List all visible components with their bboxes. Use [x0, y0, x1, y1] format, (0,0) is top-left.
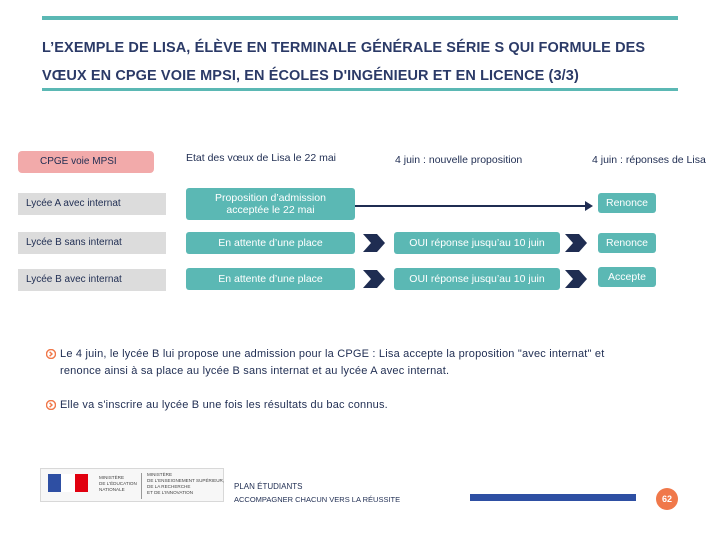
page-title	[42, 34, 682, 90]
logo-left-text-2: DE L'ÉDUCATION	[99, 481, 137, 486]
logo-right-text-2: DE L'ENSEIGNEMENT SUPÉRIEUR,	[147, 478, 225, 483]
bullet-arrow-icon	[46, 349, 56, 359]
bullet-1-line-1: Le 4 juin, le lycée B lui propose une admission pour la CPGE : Lisa accepte la proposition "avec internat" et	[60, 348, 605, 360]
chevron-right-icon	[565, 270, 587, 288]
chevron-right-icon	[565, 234, 587, 252]
top-rule	[42, 16, 678, 20]
state-lycee-a: Proposition d’admission acceptée le 22 mai	[186, 188, 355, 220]
logo-divider	[141, 473, 142, 499]
arrow-line	[355, 205, 587, 207]
chevron-right-icon	[363, 234, 385, 252]
category-label: CPGE voie MPSI	[18, 151, 154, 173]
header-state: Etat des vœux de Lisa le 22 mai	[186, 152, 336, 164]
answer-lycee-b-sans-internat: Renonce	[598, 233, 656, 253]
row-label-lycee-b-avec-internat: Lycée B avec internat	[18, 269, 166, 291]
french-flag-icon	[48, 474, 88, 492]
row-label-lycee-a-internat: Lycée A avec internat	[18, 193, 166, 215]
state-lycee-b-sans-internat: En attente d’une place	[186, 232, 355, 254]
footer-plan-etudiants: PLAN ÉTUDIANTS	[234, 482, 303, 491]
bullet-1	[46, 346, 706, 380]
title-rule	[42, 88, 678, 91]
new-proposal-lycee-b-sans-internat: OUI réponse jusqu’au 10 juin	[394, 232, 560, 254]
page-title-line-1: L’EXEMPLE DE LISA, ÉLÈVE EN TERMINALE GÉNÉRALE SÉRIE S QUI FORMULE DES	[42, 40, 646, 56]
ministry-logo	[40, 468, 224, 502]
page-number-badge: 62	[656, 488, 678, 510]
state-lycee-b-avec-internat: En attente d’une place	[186, 268, 355, 290]
answer-lycee-a: Renonce	[598, 193, 656, 213]
logo-left-text-3: NATIONALE	[99, 487, 125, 492]
row-label-lycee-b-sans-internat: Lycée B sans internat	[18, 232, 166, 254]
answer-lycee-b-avec-internat: Accepte	[598, 267, 656, 287]
logo-right-text-4: ET DE L'INNOVATION	[147, 490, 194, 495]
bullet-2-line-1: Elle va s'inscrire au lycée B une fois les résultats du bac connus.	[60, 399, 388, 411]
page-title-line-2: VŒUX EN CPGE VOIE MPSI, EN ÉCOLES D'INGÉNIEUR ET EN LICENCE (3/3)	[42, 68, 579, 84]
bullet-1-line-2: renonce ainsi à sa place au lycée B sans internat et au lycée A avec internat.	[60, 365, 450, 377]
chevron-right-icon	[363, 270, 385, 288]
logo-left-text-1: MINISTÈRE	[99, 475, 125, 480]
footer-tagline: ACCOMPAGNER CHACUN VERS LA RÉUSSITE	[234, 495, 401, 504]
logo-right-text-1: MINISTÈRE	[147, 472, 173, 477]
bullet-2	[46, 397, 706, 414]
bullet-arrow-icon	[46, 400, 56, 410]
logo-right-text-3: DE LA RECHERCHE	[147, 484, 191, 489]
arrow-head-icon	[585, 201, 593, 211]
header-new-proposal: 4 juin : nouvelle proposition	[395, 154, 523, 166]
footer-bar	[470, 494, 636, 501]
header-answers: 4 juin : réponses de Lisa	[592, 154, 706, 166]
new-proposal-lycee-b-avec-internat: OUI réponse jusqu’au 10 juin	[394, 268, 560, 290]
